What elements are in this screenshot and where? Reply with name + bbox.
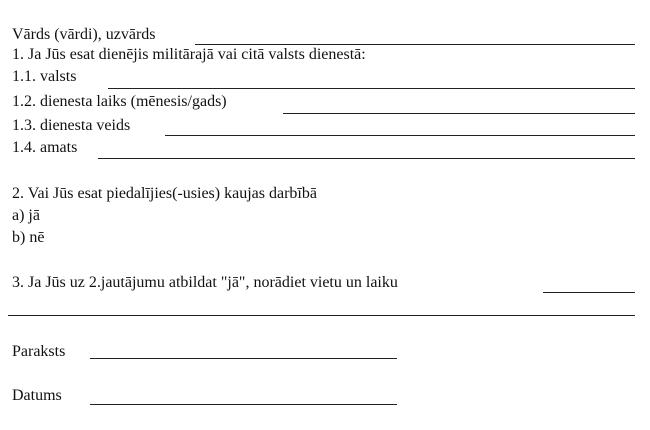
q1-item-service-period-field[interactable] [283, 113, 635, 114]
q1-item-service-type-label: 1.3. dienesta veids [12, 117, 131, 134]
question-1-text: 1. Ja Jūs esat dienējis militārajā vai citā valsts dienestā: [12, 46, 366, 63]
q1-item-country-field[interactable] [108, 88, 635, 89]
q2-option-yes[interactable]: a) jā [12, 207, 40, 224]
q1-item-country-label: 1.1. valsts [12, 68, 77, 85]
q1-item-position-label: 1.4. amats [12, 139, 78, 156]
signature-field[interactable] [90, 358, 397, 359]
q3-answer-field-short[interactable] [543, 292, 635, 293]
q1-item-service-period-label: 1.2. dienesta laiks (mēnesis/gads) [12, 93, 227, 110]
signature-label: Paraksts [12, 343, 66, 360]
q3-answer-field-full[interactable] [8, 315, 635, 316]
q2-option-no[interactable]: b) nē [12, 229, 45, 246]
name-label: Vārds (vārdi), uzvārds [12, 26, 156, 43]
q1-item-service-type-field[interactable] [165, 135, 635, 136]
name-field[interactable] [195, 44, 635, 45]
date-label: Datums [12, 387, 62, 404]
date-field[interactable] [90, 404, 397, 405]
question-2-text: 2. Vai Jūs esat piedalījies(-usies) kaujas darbībā [12, 185, 317, 202]
question-3-text: 3. Ja Jūs uz 2.jautājumu atbildat "jā", norādiet vietu un laiku [12, 274, 398, 291]
q1-item-position-field[interactable] [98, 158, 635, 159]
